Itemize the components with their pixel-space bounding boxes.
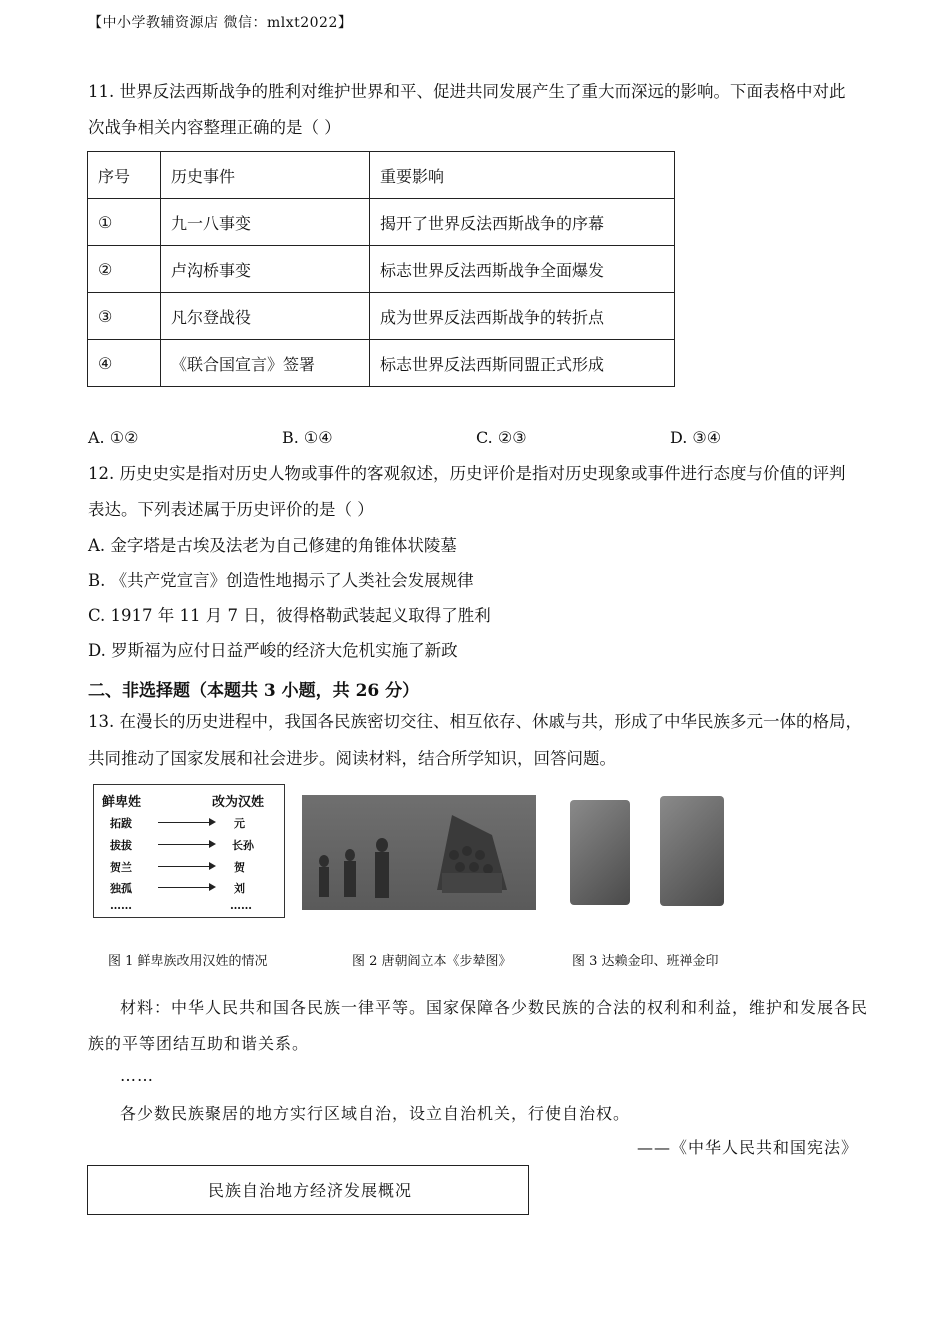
arrow-icon (158, 866, 214, 867)
q11-option-d: D. ③④ (670, 428, 722, 447)
q11-option-b: B. ①④ (282, 428, 333, 447)
table-cell: 《联合国宣言》签署 (161, 340, 370, 387)
figure1-old-name: 独孤 (110, 882, 132, 895)
figure1-col2-heading: 改为汉姓 (212, 795, 265, 810)
figure1-new-name: 贺 (234, 861, 245, 874)
table-header-cell: 重要影响 (370, 152, 675, 199)
figure1-old-name: 贺兰 (110, 861, 132, 874)
figure1-caption: 图 1 鲜卑族改用汉姓的情况 (108, 954, 268, 969)
figure1-new-name: 元 (234, 817, 245, 830)
table-cell: 标志世界反法西斯战争全面爆发 (370, 246, 675, 293)
figure2-caption: 图 2 唐朝阎立本《步辇图》 (352, 954, 512, 969)
figure1-old-name: 拓跋 (110, 817, 132, 830)
table-row (88, 340, 675, 387)
figure1-new-name: …… (230, 899, 252, 912)
figure1-surname-table (93, 784, 285, 918)
arrow-icon (158, 887, 214, 888)
q11-option-a: A. ①② (88, 428, 139, 447)
material-source: ——《中华人民共和国宪法》 (636, 1138, 858, 1157)
material-paragraph-2: 各少数民族聚居的地方实行区域自治，设立自治机关，行使自治权。 (120, 1104, 631, 1123)
table-cell: 成为世界反法西斯战争的转折点 (370, 293, 675, 340)
material-ellipsis: …… (120, 1066, 154, 1085)
q11-stem-line1: 11. 世界反法西斯战争的胜利对维护世界和平、促进共同发展产生了重大而深远的影响。下面表格中对此 (88, 82, 846, 101)
table-cell: 标志世界反法西斯同盟正式形成 (370, 340, 675, 387)
q13-stem-line2: 共同推动了国家发展和社会进步。阅读材料，结合所学知识，回答问题。 (88, 749, 616, 768)
figure2-painting-image (302, 795, 536, 910)
q12-option-d: D. 罗斯福为应付日益严峻的经济大危机实施了新政 (88, 641, 458, 660)
figure3-dalai-seal-image (570, 800, 630, 905)
economy-table-box (87, 1165, 529, 1215)
q12-stem-line1: 12. 历史史实是指对历史人物或事件的客观叙述，历史评价是指对历史现象或事件进行态度与价值的评判 (88, 464, 846, 483)
figure1-old-name: 拔拔 (110, 839, 132, 852)
table-cell: 九一八事变 (161, 199, 370, 246)
q12-stem-line2: 表达。下列表述属于历史评价的是（ ） (88, 500, 374, 519)
q12-option-b: B. 《共产党宣言》创造性地揭示了人类社会发展规律 (88, 571, 474, 590)
table-cell: 凡尔登战役 (161, 293, 370, 340)
q13-stem-line1: 13. 在漫长的历史进程中，我国各民族密切交往、相互依存、休戚与共，形成了中华民族多元一体的格局， (88, 712, 862, 731)
events-table (87, 151, 675, 387)
table-cell: ② (88, 246, 161, 293)
figure1-new-name: 刘 (234, 882, 245, 895)
header-watermark: 【中小学教辅资源店 微信：mlxt2022】 (88, 15, 353, 31)
figure3-panchen-seal-image (660, 796, 724, 906)
figure1-old-name: …… (110, 899, 132, 912)
table-cell: 揭开了世界反法西斯战争的序幕 (370, 199, 675, 246)
section-title: 二、非选择题（本题共 3 小题，共 26 分） (88, 681, 420, 701)
table-cell: ④ (88, 340, 161, 387)
q12-option-c: C. 1917 年 11 月 7 日，彼得格勒武装起义取得了胜利 (88, 606, 491, 625)
material-paragraph-line1: 材料：中华人民共和国各民族一律平等。国家保障各少数民族的合法的权利和利益，维护和发展各民 (120, 998, 869, 1017)
table-header-cell: 序号 (88, 152, 161, 199)
painting-figures-icon (302, 795, 536, 910)
q11-stem-line2: 次战争相关内容整理正确的是（ ） (88, 118, 341, 137)
table-row (88, 199, 675, 246)
table-header-cell: 历史事件 (161, 152, 370, 199)
table-cell: ③ (88, 293, 161, 340)
figure1-new-name: 长孙 (232, 839, 254, 852)
table-header-row (88, 152, 675, 199)
q11-option-c: C. ②③ (476, 428, 527, 447)
table-cell: ① (88, 199, 161, 246)
figure3-caption: 图 3 达赖金印、班禅金印 (572, 954, 719, 969)
table-row (88, 293, 675, 340)
table-cell: 卢沟桥事变 (161, 246, 370, 293)
economy-table-title: 民族自治地方经济发展概况 (208, 1181, 413, 1200)
figure1-col1-heading: 鲜卑姓 (102, 795, 142, 810)
q12-option-a: A. 金字塔是古埃及法老为自己修建的角锥体状陵墓 (88, 536, 457, 555)
arrow-icon (158, 844, 214, 845)
table-row (88, 246, 675, 293)
arrow-icon (158, 822, 214, 823)
material-paragraph-line2: 族的平等团结互助和谐关系。 (88, 1034, 310, 1053)
